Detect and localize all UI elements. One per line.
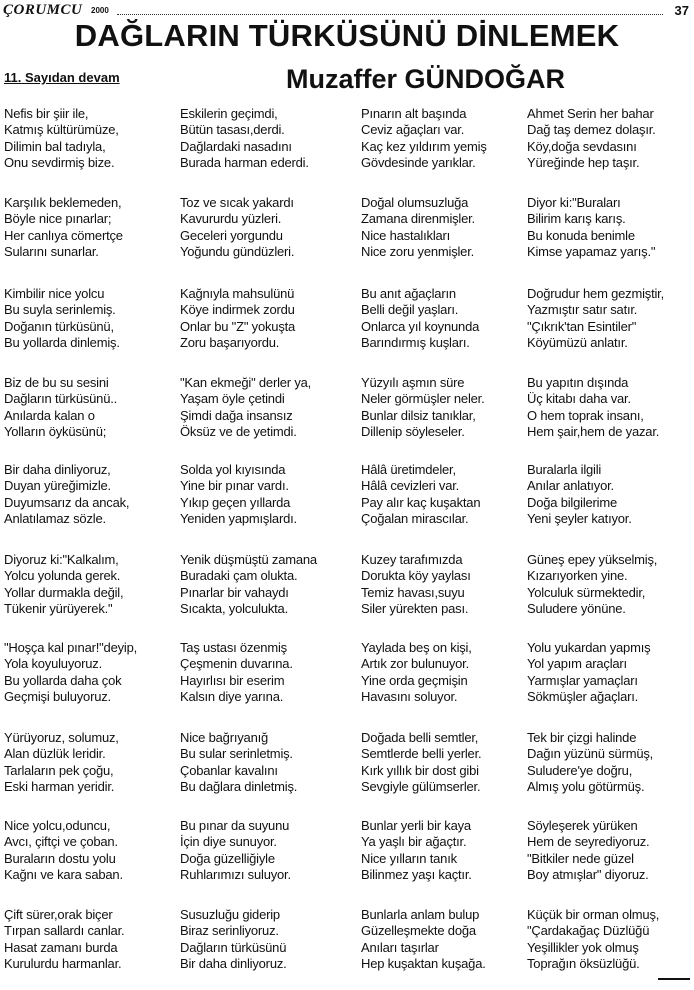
verse-line: Güneş epey yükselmiş, <box>527 552 658 567</box>
verse-line: Nice yılların tanık <box>361 850 457 866</box>
verse-line: Kurulurdu harmanlar. <box>4 955 122 971</box>
verse-line: Bilirim karış karış. <box>527 211 626 227</box>
verse-line: Dillenip söyleseler. <box>361 423 465 439</box>
verse-line: Hem de seyrediyoruz. <box>527 834 650 850</box>
verse-line: Buradaki çam olukta. <box>180 568 298 584</box>
verse-line: Ruhlarımızı suluyor. <box>180 866 291 882</box>
verse-line: Dorukta köy yaylası <box>361 568 471 584</box>
verse-line: Alan düzlük leridir. <box>4 746 106 762</box>
verse-line: Hem şair,hem de yazar. <box>527 423 660 439</box>
verse-line: Tırpan sallardı canlar. <box>4 923 125 939</box>
stanza <box>4 195 179 260</box>
stanza <box>180 462 355 527</box>
verse-line: Köy,doğa sevdasını <box>527 138 637 154</box>
verse-line: Yollar durmakla değil, <box>4 584 124 600</box>
verse-line: Üç kitabı daha var. <box>527 391 631 407</box>
verse-line: Zamana direnmişler. <box>361 211 475 227</box>
verse-line: Bu suyla serinlemiş. <box>4 302 116 318</box>
end-rule <box>658 978 690 980</box>
verse-line: Doğal olumsuzluğa <box>361 195 469 210</box>
stanza <box>4 640 179 705</box>
verse-line: Boy atmışlar" diyoruz. <box>527 866 649 882</box>
verse-line: Toprağın öksüzlüğü. <box>527 955 640 971</box>
verse-line: Onu sevdirmiş bize. <box>4 154 115 170</box>
verse-line: Onlarca yıl koynunda <box>361 318 480 334</box>
stanza <box>4 462 179 527</box>
verse-line: Siler yürekten pası. <box>361 600 469 616</box>
verse-line: Anılarda kalan o <box>4 407 95 423</box>
verse-line: Pınarın alt başında <box>361 106 467 121</box>
verse-line: Bir daha dinliyoruz. <box>180 955 287 971</box>
stanza <box>4 730 179 795</box>
verse-line: Nice hastalıkları <box>361 227 451 243</box>
verse-line: Bunlar yerli bir kaya <box>361 818 471 833</box>
verse-line: Bu yollarda daha çok <box>4 672 122 688</box>
verse-line: Bu yapıtın dışında <box>527 375 629 390</box>
verse-line: Yeni şeyler katıyor. <box>527 510 632 526</box>
verse-line: Sularını sunarlar. <box>4 243 99 259</box>
stanza <box>4 818 179 883</box>
stanza <box>180 730 355 795</box>
verse-line: "Kan ekmeği" derler ya, <box>180 375 312 390</box>
stanza <box>527 195 694 260</box>
verse-line: Bu yollarda dinlemiş. <box>4 334 120 350</box>
verse-line: Bir daha dinliyoruz, <box>4 462 111 477</box>
verse-line: Pay alır kaç kuşaktan <box>361 494 481 510</box>
verse-line: Burada harman ederdi. <box>180 154 309 170</box>
stanza <box>180 552 355 617</box>
verse-line: Bu anıt ağaçların <box>361 286 456 301</box>
header-dotted-rule <box>117 14 663 15</box>
verse-line: İçin diye sunuyor. <box>180 834 277 850</box>
verse-line: Kalsın diye yarına. <box>180 688 284 704</box>
verse-line: Nefis bir şiir ile, <box>4 106 89 121</box>
verse-line: Kağnı ve kara saban. <box>4 866 123 882</box>
stanza <box>180 640 355 705</box>
stanza <box>180 286 355 351</box>
verse-line: Yazmıştır satır satır. <box>527 302 638 318</box>
verse-line: Yolu yukardan yapmış <box>527 640 651 655</box>
stanza <box>361 730 536 795</box>
stanza <box>527 818 694 883</box>
article-title: DAĞLARIN TÜRKÜSÜNÜ DİNLEMEK <box>74 18 620 53</box>
verse-line: Bu pınar da suyunu <box>180 818 290 833</box>
verse-line: Taş ustası özenmiş <box>180 640 287 655</box>
verse-line: Artık zor bulunuyor. <box>361 656 469 672</box>
verse-line: Yoğundu gündüzleri. <box>180 243 295 259</box>
verse-line: Söyleşerek yürüken <box>527 818 638 833</box>
verse-line: Hasat zamanı burda <box>4 939 118 955</box>
verse-line: Hâlâ üretimdeler, <box>361 462 456 477</box>
verse-line: Hayırlısı bir eserim <box>180 672 285 688</box>
verse-line: Toz ve sıcak yakardı <box>180 195 294 210</box>
verse-line: Küçük bir orman olmuş, <box>527 907 660 922</box>
verse-line: Bunlar dilsiz tanıklar, <box>361 407 476 423</box>
verse-line: Kimbilir nice yolcu <box>4 286 105 301</box>
verse-line: Yine orda geçmişin <box>361 672 468 688</box>
verse-line: Kırk yıllık bir dost gibi <box>361 762 479 778</box>
verse-line: Dağ taş demez dolaşır. <box>527 122 656 138</box>
page-number: 37 <box>674 3 689 18</box>
verse-line: Onlar bu "Z" yokuşta <box>180 318 296 334</box>
verse-line: Suludere yönüne. <box>527 600 626 616</box>
verse-line: Yolların öyküsünü; <box>4 423 107 439</box>
verse-line: Yenik düşmüştü zamana <box>180 552 317 567</box>
verse-line: Tarlaların pek çoğu, <box>4 762 114 778</box>
verse-line: Yaylada beş on kişi, <box>361 640 472 655</box>
verse-line: O hem toprak insanı, <box>527 407 644 423</box>
verse-line: Kuzey tarafımızda <box>361 552 463 567</box>
verse-line: "Çıkrık'tan Esintiler" <box>527 318 637 334</box>
verse-line: Çift sürer,orak biçer <box>4 907 113 922</box>
verse-line: Çobanlar kavalını <box>180 762 278 778</box>
verse-line: Suludere'ye doğru, <box>527 762 633 778</box>
verse-line: "Hoşça kal pınar!"deyip, <box>4 640 138 655</box>
stanza <box>4 375 179 440</box>
verse-line: Bilinmez yaşı kaçtır. <box>361 866 472 882</box>
verse-line: Eskilerin geçimdi, <box>180 106 278 121</box>
stanza <box>180 375 355 440</box>
verse-line: Dağlardaki nasadını <box>180 138 292 154</box>
verse-line: Yeşillikler yok olmuş <box>527 939 639 955</box>
verse-line: Nice yolcu,oduncu, <box>4 818 111 833</box>
stanza <box>527 375 694 440</box>
verse-line: Diyor ki:"Buraları <box>527 195 621 210</box>
verse-line: Tek bir çizgi halinde <box>527 730 637 745</box>
stanza <box>527 286 694 351</box>
stanza <box>527 106 694 171</box>
verse-line: Yıkıp geçen yıllarda <box>180 494 291 510</box>
stanza <box>361 375 536 440</box>
verse-line: Gövdesinde yarıklar. <box>361 154 476 170</box>
verse-line: Nice bağrıyanığ <box>180 730 269 745</box>
stanza <box>180 818 355 883</box>
stanza <box>180 106 355 171</box>
verse-line: Ceviz ağaçları var. <box>361 122 465 138</box>
verse-line: Duyumsarız da ancak, <box>4 494 130 510</box>
verse-line: Yol yapım araçları <box>527 656 627 672</box>
verse-line: Böyle nice pınarlar; <box>4 211 112 227</box>
verse-line: Zoru başarıyordu. <box>180 334 280 350</box>
verse-line: Semtlerde belli yerler. <box>361 746 482 762</box>
verse-line: Dilimin bal tadıyla, <box>4 138 106 154</box>
verse-line: Doğada belli semtler, <box>361 730 479 745</box>
verse-line: Ya yaşlı bir ağaçtır. <box>361 834 467 850</box>
verse-line: Sökmüşler ağaçları. <box>527 688 639 704</box>
verse-line: Yolcu yolunda gerek. <box>4 568 121 584</box>
verse-line: Hep kuşaktan kuşağa. <box>361 955 486 971</box>
verse-line: Hâlâ cevizleri var. <box>361 478 460 494</box>
verse-line: Havasını soluyor. <box>361 688 458 704</box>
verse-line: Doğa bilgilerime <box>527 494 618 510</box>
verse-line: Her canlıya cömertçe <box>4 227 123 243</box>
verse-line: Çeşmenin duvarına. <box>180 656 293 672</box>
verse-line: Susuzluğu giderip <box>180 907 280 922</box>
verse-line: Kızarıyorken yine. <box>527 568 628 584</box>
verse-line: Kimse yapamaz yarış." <box>527 243 656 259</box>
verse-line: Sıcakta, yolculukta. <box>180 600 288 616</box>
stanza <box>361 818 536 883</box>
verse-line: Köye indirmek zordu <box>180 302 295 318</box>
verse-line: Temiz havası,suyu <box>361 584 465 600</box>
verse-line: Avcı, çiftçi ve çoban. <box>4 834 118 850</box>
verse-line: "Çardakağaç Düzlüğü <box>527 923 650 939</box>
stanza <box>361 106 536 171</box>
verse-line: Karşılık beklemeden, <box>4 195 122 210</box>
verse-line: Dağların türküsünü <box>180 939 287 955</box>
verse-line: Kavururdu yüzleri. <box>180 211 282 227</box>
issue-year: 2000 <box>91 6 109 15</box>
stanza <box>527 462 694 527</box>
verse-line: Bu dağlara dinletmiş. <box>180 778 298 794</box>
verse-line: Öksüz ve de yetimdi. <box>180 423 297 439</box>
verse-line: Köyümüzü anlatır. <box>527 334 628 350</box>
verse-line: Yaşam öyle çetindi <box>180 391 285 407</box>
verse-line: Yarmışlar yamaçları <box>527 672 638 688</box>
verse-line: "Bitkiler nede güzel <box>527 850 634 866</box>
stanza <box>4 907 179 972</box>
stanza <box>4 286 179 351</box>
magazine-logo: ÇORUMCU <box>3 2 83 18</box>
verse-line: Neler görmüşler neler. <box>361 391 485 407</box>
verse-line: Yeniden yapmışlardı. <box>180 510 297 526</box>
verse-line: Duyan yüreğimizle. <box>4 478 111 494</box>
stanza <box>4 552 179 617</box>
verse-line: Güzelleşmekte doğa <box>361 923 476 939</box>
verse-line: Anlatılamaz sözle. <box>4 510 106 526</box>
verse-line: Yola koyuluyoruz. <box>4 656 103 672</box>
verse-line: Sevgiyle gülümserler. <box>361 778 481 794</box>
stanza <box>361 462 536 527</box>
verse-line: Geceleri yorgundu <box>180 227 283 243</box>
verse-line: Doğanın türküsünü, <box>4 318 114 334</box>
verse-line: Buralarla ilgili <box>527 462 602 477</box>
verse-line: Anıları taşırlar <box>361 939 439 955</box>
stanza <box>361 640 536 705</box>
verse-line: Almış yolu götürmüş. <box>527 778 645 794</box>
verse-line: Doğa güzelliğiyle <box>180 850 275 866</box>
verse-line: Tükenir yürüyerek." <box>4 600 113 616</box>
verse-line: Eski harman yeridir. <box>4 778 115 794</box>
verse-line: Dağların türküsünü.. <box>4 391 118 407</box>
verse-line: Pınarlar bir vahaydı <box>180 584 289 600</box>
stanza <box>527 907 694 972</box>
verse-line: Barındırmış kuşları. <box>361 334 470 350</box>
continued-note: 11. Sayıdan devam <box>4 70 120 85</box>
verse-line: Geçmişi buluyoruz. <box>4 688 111 704</box>
stanza <box>180 907 355 972</box>
verse-line: Yolculuk sürmektedir, <box>527 584 646 600</box>
verse-line: Katmış kültürümüze, <box>4 122 119 138</box>
verse-line: Solda yol kıyısında <box>180 462 286 477</box>
stanza <box>361 907 536 972</box>
verse-line: Kağnıyla mahsulünü <box>180 286 295 301</box>
verse-line: Doğrudur hem gezmiştir, <box>527 286 665 301</box>
verse-line: Şimdi dağa insansız <box>180 407 293 423</box>
stanza <box>180 195 355 260</box>
verse-line: Ahmet Serin her bahar <box>527 106 654 121</box>
verse-line: Biz de bu su sesini <box>4 375 109 390</box>
verse-line: Nice zoru yenmişler. <box>361 243 475 259</box>
stanza <box>527 640 694 705</box>
verse-line: Bunlarla anlam bulup <box>361 907 480 922</box>
verse-line: Buraların dostu yolu <box>4 850 116 866</box>
stanza <box>361 286 536 351</box>
stanza <box>4 106 179 171</box>
stanza <box>361 552 536 617</box>
verse-line: Çoğalan mirascılar. <box>361 510 469 526</box>
verse-line: Diyoruz ki:"Kalkalım, <box>4 552 119 567</box>
verse-line: Belli değil yaşları. <box>361 302 459 318</box>
verse-line: Yüzyılı aşmın süre <box>361 375 465 390</box>
verse-line: Kaç kez yıldırım yemiş <box>361 138 487 154</box>
verse-line: Dağın yüzünü sürmüş, <box>527 746 654 762</box>
author-name: Muzaffer GÜNDOĞAR <box>286 64 566 94</box>
verse-line: Yüreğinde hep taşır. <box>527 154 640 170</box>
verse-line: Anılar anlatıyor. <box>527 478 614 494</box>
verse-line: Biraz serinliyoruz. <box>180 923 279 939</box>
verse-line: Yine bir pınar vardı. <box>180 478 289 494</box>
verse-line: Yürüyoruz, solumuz, <box>4 730 119 745</box>
verse-line: Bütün tasası,derdi. <box>180 122 285 138</box>
verse-line: Bu sular serinletmiş. <box>180 746 293 762</box>
stanza <box>527 552 694 617</box>
verse-line: Bu konuda benimle <box>527 227 635 243</box>
stanza <box>361 195 536 260</box>
stanza <box>527 730 694 795</box>
